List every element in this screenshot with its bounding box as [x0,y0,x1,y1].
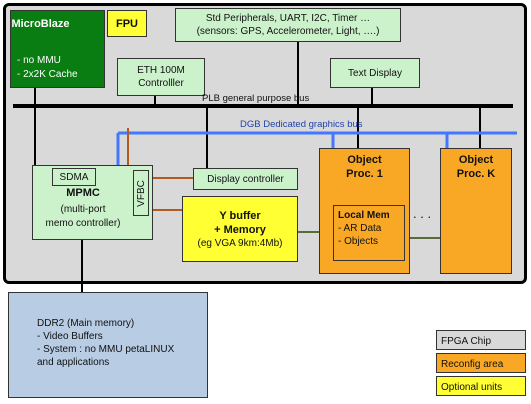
ddr2-line-2: - Video Buffers [37,331,103,342]
y-buffer-block [182,196,298,262]
text-display-block [330,58,420,88]
dgb-bus-label: DGB Dedicated graphics bus [240,119,363,130]
legend-reconfig-area-label: Reconfig area [441,359,504,370]
object-proc-1-line-1: Object [347,154,382,166]
local-mem-title: Local Mem [338,210,390,221]
plb-bus-label: PLB general purpose bus [202,93,310,104]
std-peripherals-line-2: (sensors: GPS, Accelerometer, Light, ….) [196,26,380,37]
display-controller-label: Display controller [207,173,284,185]
vfbc-label: VFBC [135,179,147,207]
microblaze-title: MicroBlaze [11,18,70,30]
local-mem-item-2: - Objects [338,236,379,247]
object-proc-k-line-2: Proc. K [456,168,496,180]
std-peripherals-block [175,8,401,42]
object-proc-1-line-2: Proc. 1 [346,168,383,180]
ddr2-line-3: - System : no MMU petaLINUX [37,344,175,355]
eth-line-2: Controlller [138,78,184,89]
ellipsis: . . . [413,206,432,221]
microblaze-detail-1: - no MMU [17,55,61,66]
legend-fpga-chip [436,330,526,350]
legend-optional-units [436,376,526,396]
ddr2-block [8,292,208,398]
y-buffer-line-2: + Memory [214,223,266,236]
local-mem-item-1: - AR Data [338,223,382,234]
local-mem-block [333,205,405,261]
sdma-label: SDMA [59,171,89,183]
object-proc-k-block [440,148,512,274]
object-proc-k-line-1: Object [458,154,494,166]
mpmc-line-1: (multi-port [60,204,106,215]
fpu-label: FPU [116,17,138,30]
eth-line-1: ETH 100M [137,65,185,76]
display-controller-block [193,168,298,190]
y-buffer-line-1: Y buffer [219,209,261,222]
text-display-label: Text Display [348,67,402,79]
ddr2-line-1: DDR2 (Main memory) [37,318,135,329]
legend-reconfig-area [436,353,526,373]
mpmc-title: MPMC [66,187,100,199]
std-peripherals-line-1: Std Peripherals, UART, I2C, Timer … [205,13,371,24]
mpmc-line-2: memo controller) [45,218,121,229]
fpu-block [107,10,147,37]
microblaze-detail-2: - 2x2K Cache [17,69,78,80]
eth-controller-block [117,58,205,96]
y-buffer-line-3: (eg VGA 9km:4Mb) [197,237,283,249]
sdma-block [52,168,96,186]
vfbc-block [133,170,149,216]
legend-fpga-chip-label: FPGA Chip [441,336,492,347]
legend-optional-units-label: Optional units [441,382,503,393]
ddr2-line-4: and applications [37,357,110,368]
microblaze-block [10,10,105,88]
